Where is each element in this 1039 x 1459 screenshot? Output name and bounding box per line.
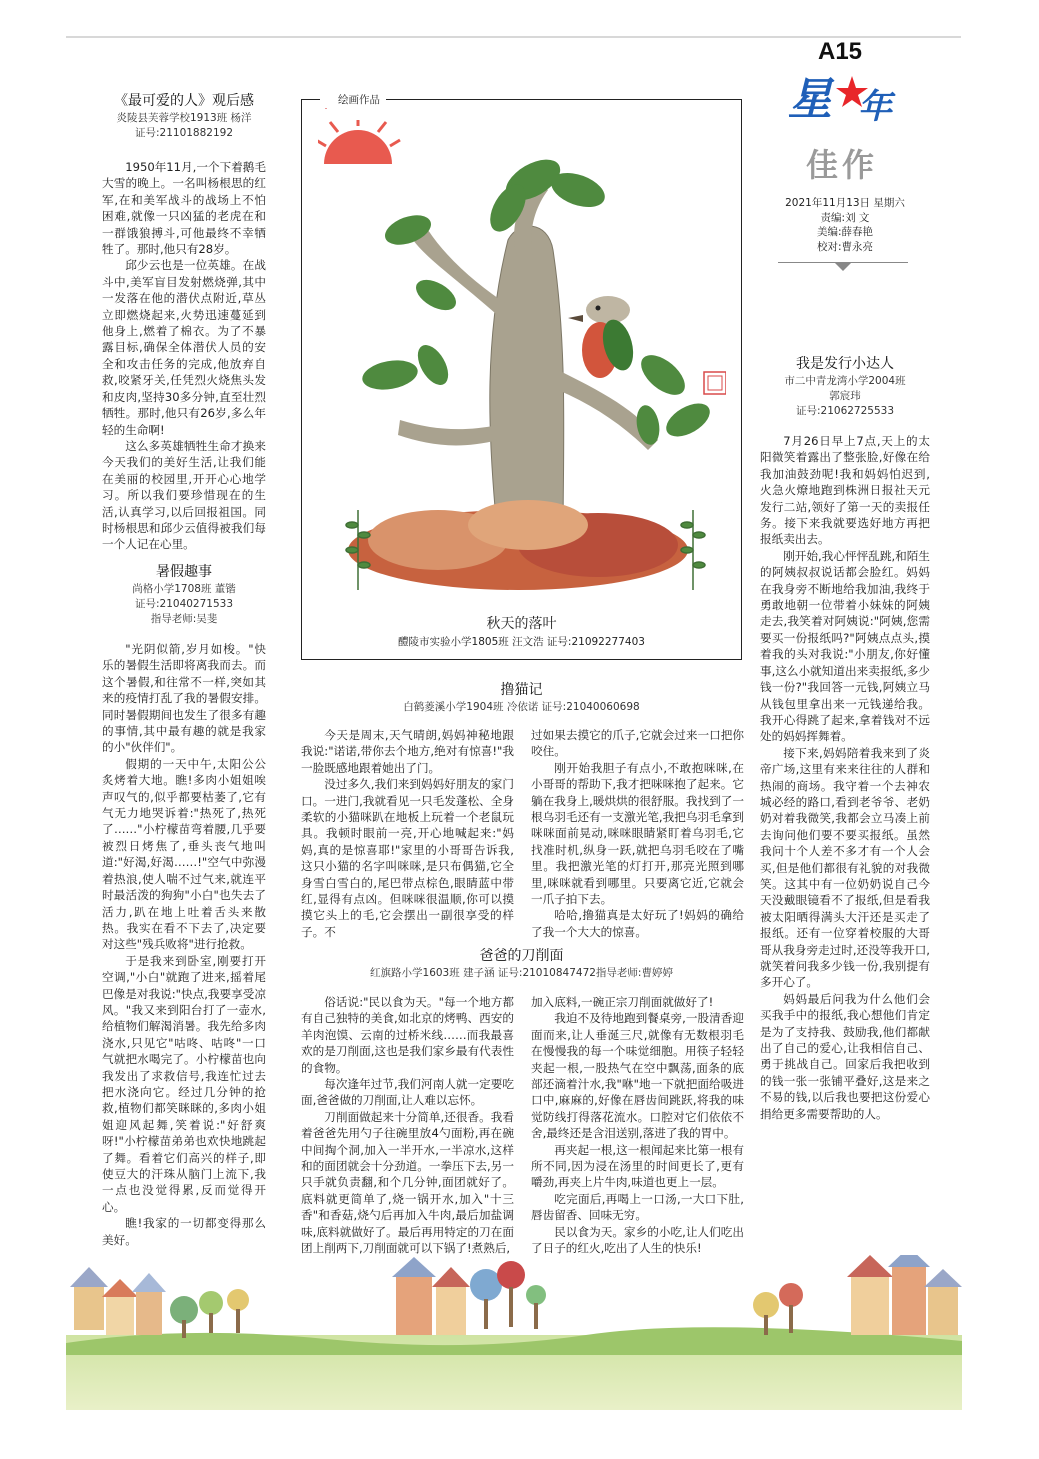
article-4-paragraph: 吃完面后,再喝上一口汤,一大口下肚,唇齿留香、回味无穷。 [531,1191,744,1223]
article-4-paragraph: 我迫不及待地跑到餐桌旁,一股清香迎面而来,让人垂涎三尺,就像有无数根羽毛在慢慢我的每一个味觉细胞。用筷子轻轻夹起一根,一股热气在空中飘荡,面条的底部还滴着汁水,我"咻"地一下就把面给吸进口中,麻麻的,好像在唇齿间跳跃,将我的味觉防线打得落花流水。口腔对它们依依不舍,最终还是含泪送别,落进了我的胃中。 [531,1011,744,1141]
page-number: A15 [818,38,863,65]
article-4-column-2 [531,994,744,1257]
article-3-column-1 [301,727,514,940]
svg-text:年: 年 [858,87,892,127]
article-2-title: 暑假趣事 [156,564,212,580]
article-4-header [301,947,742,981]
article-3-header [301,681,742,715]
editor-line: 责编:刘 文 [820,211,870,224]
artwork-tag: 绘画作品 [320,92,386,108]
issue-date: 2021年11月13日 星期六 [785,197,905,209]
article-3-title: 撸猫记 [500,682,543,698]
article-4-paragraph: 再夹起一根,这一根闻起来比第一根有所不同,因为浸在汤里的时间更长了,更有嚼劲,再夹上片牛肉,味道也更上一层。 [531,1142,744,1190]
article-4-meta: 红旗路小学1603班 建子涵 证号:21010847472指导老师:曹婷婷 [370,967,673,979]
article-3-paragraph: 过如果去摸它的爪子,它就会过来一口把你咬住。 [531,728,744,759]
article-1 [102,92,266,553]
article-5-school: 市二中青龙湾小学2004班 [784,375,906,387]
masthead-arrow [834,262,852,271]
section-title: 佳作 [806,146,879,184]
article-5 [760,355,930,1122]
svg-text:星: 星 [788,74,832,125]
article-2 [102,563,266,1248]
article-2-paragraph: 于是我来到卧室,刚要打开空调,"小白"就跑了进来,摇着尾巴像是对我说:"快点,我要享受凉风。"我又来到阳台打了一壶水,给植物们解渴消暑。我先给多肉浇水,只见它"咕咚、咕咚"一口气就把水喝完了。小柠檬苗也向我发出了求救信号,我连忙过去把水浇向它。经过几分钟的抢救,植物们都笑眯眯的,多肉小姐姐迎风起舞,笑着说:"好舒爽呀!"小柠檬苗弟弟也欢快地跳起了舞。看着它们高兴的样子,即使豆大的汗珠从脑门上流下,我一点也没觉得累,反而觉得开心。 [102,953,266,1214]
article-4-title: 爸爸的刀削面 [479,948,564,964]
article-2-paragraph: 瞧!我家的一切都变得那么美好。 [102,1216,266,1247]
article-2-cert: 证号:21040271533 [134,598,234,610]
article-4-paragraph: 俗话说:"民以食为天。"每一个地方都有自己独特的美食,如北京的烤鸭、西安的羊肉泡馍、云南的过桥米线……而我最喜欢的是刀削面,这也是我们家乡最有代表性的食物。 [301,995,514,1075]
article-5-title: 我是发行小达人 [796,356,894,372]
landscape-illustration [66,1255,962,1410]
article-4-column-1 [301,994,514,1257]
article-1-cert: 证号:21101882192 [134,127,234,139]
article-2-paragraph: 假期的一天中午,太阳公公炙烤着大地。瞧!多肉小姐姐唉声叹气的,似乎都要枯萎了,它有气无力地哭诉着:"热死了,热死了……"小柠檬苗弯着腰,几乎要被烈日烤焦了,垂头丧气地叫道:"好渴,好渴……!"空气中弥漫着热浪,使人喘不过气来,就连平时最活泼的狗狗"小白"也失去了活力,趴在地上吐着舌头来散热。我实在看不下去了,决定要对这些"残兵败将"进行抢救。 [102,756,266,952]
article-2-paragraph: "光阴似箭,岁月如梭。"快乐的暑假生活即将离我而去。而这个暑假,和往常不一样,突如其来的疫情打乱了我的暑假安排。同时暑假期间也发生了很多有趣的事情,其中最有趣的就是我家的小"伙伴们"。 [102,642,266,755]
article-5-cert: 证号:21062725533 [795,405,895,417]
article-1-paragraph: 这么多英雄牺牲生命才换来今天我们的美好生活,让我们能在美丽的校园里,开开心心地学习。所以我们要珍惜现在的生活,认真学习,以后回报祖国。同时杨根思和邱少云值得被我们每一个人记在心里。 [102,438,266,552]
article-4-paragraph: 民以食为天。家乡的小吃,让人们吃出了日子的红火,吃出了人生的快乐! [531,1224,744,1256]
article-3-paragraph: 没过多久,我们来到妈妈好朋友的家门口。一进门,我就看见一只毛发蓬松、全身柔软的小猫咪趴在地板上玩着一个老鼠玩具。我顿时眼前一亮,开心地喊起来:"妈妈,真的是惊喜耶!"家里的小哥哥告诉我,这只小猫的名字叫咪咪,是只布偶猫,它全身雪白雪白的,尾巴带点棕色,眼睛蓝中带红,显得有点凶。但咪咪很温顺,你可以摸摸它头上的毛,它会摆出一副很享受的样子。不 [301,777,514,939]
article-3-paragraph: 哈哈,撸猫真是太好玩了!妈妈的确给了我一个大大的惊喜。 [531,908,744,939]
article-5-paragraph: 妈妈最后问我为什么他们会买我手中的报纸,我心想他们肯定是为了支持我、鼓励我,他们都献出了自己的爱心,让我相信自己、勇于挑战自己。回家后我把收到的钱一张一张铺平叠好,这是来之不易的钱,以后我也要把这份爱心捐给更多需要帮助的人。 [760,991,930,1121]
article-3-column-2 [531,727,744,940]
issue-info [780,196,910,254]
article-3-paragraph: 刚开始我胆子有点小,不敢抱咪咪,在小哥哥的帮助下,我才把咪咪抱了起来。它躺在我身上,暖烘烘的很舒服。我找到了一根乌羽毛还有一支激光笔,我把乌羽毛拿到咪咪面前晃动,咪咪眼睛紧盯着乌羽毛,它找准时机,纵身一跃,就把乌羽毛咬在了嘴里。我把激光笔的灯打开,那亮光照到哪里,咪咪就看到哪里。只要离它近,它就会一爪子拍下去。 [531,760,744,907]
house-icon [847,1255,962,1335]
article-1-paragraph: 邱少云也是一位英雄。在战斗中,美军盲目发射燃烧弹,其中一发落在他的潜伏点附近,草丛立即燃烧起来,火势迅速蔓延到他身上,燃着了棉衣。为了不暴露目标,确保全体潜伏人员的安全和攻击任务的完成,他放弃自救,咬紧牙关,任凭烈火烧焦头发和皮肉,坚持30多分钟,直至壮烈牺牲。那时,他只有26岁,多么年轻的生命啊! [102,258,266,437]
artwork-image [318,120,726,608]
article-2-teacher: 指导老师:吴斐 [150,613,218,625]
house-icon [392,1257,470,1335]
article-1-title: 《最可爱的人》观后感 [114,93,254,109]
bird-icon [568,296,638,378]
proofreader-line: 校对:曹永亮 [816,240,874,253]
article-4-paragraph: 刀削面做起来十分简单,还很香。我看着爸爸先用勺子往碗里放4勺面粉,再在碗中间掏个洞,加入一半开水,一半凉水,这样和的面团就会十分劲道。一拳压下去,另一只手就负责翻,和个几分钟,面团就好了。底料就更简单了,烧一锅开水,加入"十三香"和香菇,烧勺后再加入牛肉,最后加盐调味,底料就做好了。最后再用特定的刀在面团上削两下,刀削面就可以下锅了!煮熟后, [301,1109,514,1256]
article-5-name: 郭宸玮 [829,390,861,402]
brand-logo [786,68,906,128]
article-4-paragraph: 每次逢年过节,我们河南人就一定要吃面,爸爸做的刀削面,让人难以忘怀。 [301,1077,514,1108]
article-2-school: 尚格小学1708班 董锴 [132,583,236,595]
house-icon [70,1267,166,1335]
tree-icon [170,1261,803,1338]
article-5-paragraph: 接下来,妈妈陪着我来到了炎帝广场,这里有来来往往的人群和热闹的商场。我守着一个去神农城必经的路口,看到老爷爷、老奶奶对着我微笑,我都会立马凑上前去询问他们要不要买报纸。虽然我问十个人差不多才有一个人会买,但是他们都很有礼貌的对我微笑。这其中有一位奶奶说自己今天没戴眼镜看不了报纸,但是看我被太阳晒得满头大汗还是买走了报纸。还有一位穿着校服的大哥哥从我身旁走过时,还没等我开口,就笑着问我多少钱一份,我别提有多开心了。 [760,745,930,990]
article-4-paragraph: 加入底料,一碗正宗刀削面就做好了! [531,995,714,1009]
article-5-paragraph: 7月26日早上7点,天上的太阳微笑着露出了整张脸,好像在给我加油鼓劲呢!我和妈妈怕迟到,火急火燎地跑到株洲日报社天元发行二站,领好了第一天的卖报任务。接下来我就要选好地方再把报纸卖出去。 [760,434,930,547]
article-5-paragraph: 刚开始,我心怦怦乱跳,和陌生的阿姨叔叔说话都会脸红。妈妈在我身旁不断地给我加油,我终于勇敢地朝一位带着小妹妹的阿姨走去,我笑着对阿姨说:"阿姨,您需要买一份报纸吗?"阿姨点点头,摸着我的头对我说:"小朋友,你好懂事,这么小就知道出来卖报纸,多少钱一份?"我回答一元钱,阿姨立马从钱包里拿出来一元钱递给我。我开心得跳了起来,拿着钱对不远处的妈妈挥舞着。 [760,548,930,744]
article-1-school: 炎陵县芙蓉学校1913班 杨洋 [116,112,252,124]
artwork-meta: 醴陵市实验小学1805班 汪文浩 证号:21092277403 [398,636,645,648]
leaf-pile [348,500,688,590]
designer-line: 美编:薛春艳 [816,226,874,238]
seal-stamp [704,372,726,394]
sun-icon [318,120,400,164]
article-1-paragraph: 1950年11月,一个下着鹅毛大雪的晚上。一名叫杨根思的红军,在和美军战斗的战场上不怕困难,就像一只凶猛的老虎在和一群饿狼搏斗,可他最终不幸牺牲了。那时,他只有28岁。 [102,160,266,257]
article-3-meta: 白鹤菱溪小学1904班 冷依诺 证号:21040060698 [403,701,640,713]
article-3-paragraph: 今天是周末,天气晴朗,妈妈神秘地跟我说:"诺诺,带你去个地方,绝对有惊喜!"我一脸既感地跟着她出了门。 [301,728,514,775]
artwork-title: 秋天的落叶 [486,616,557,632]
